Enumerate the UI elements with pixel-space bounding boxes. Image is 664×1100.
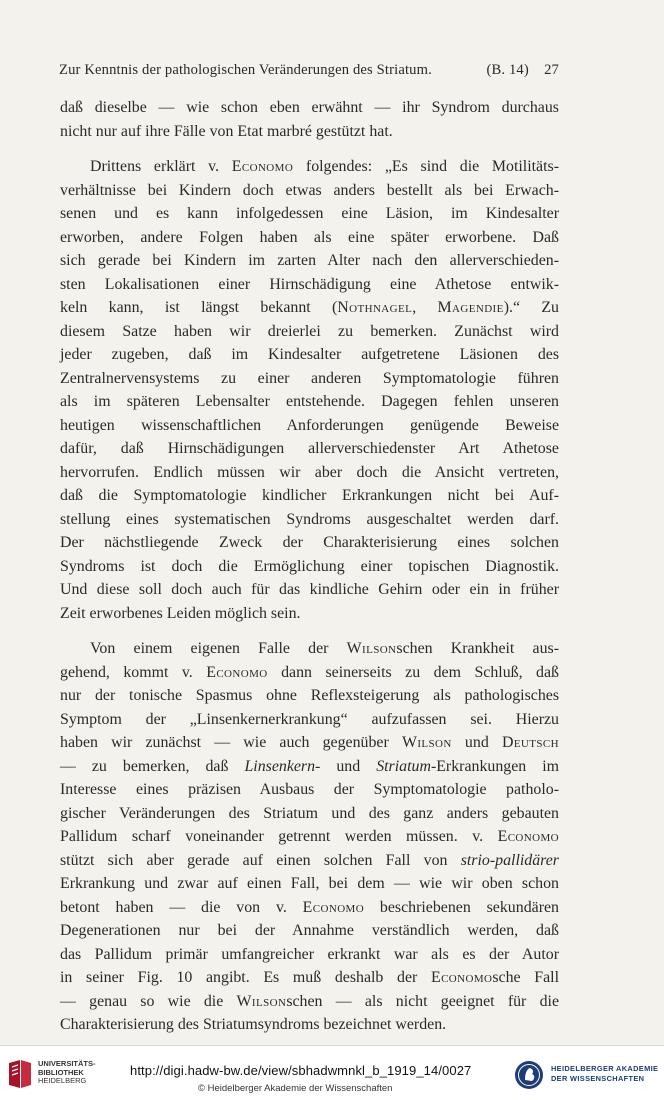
text-line [60, 461, 559, 485]
text-run: stützt sich aber gerade auf einen solchen Fall von [60, 851, 461, 869]
text-run: Von einem eigenen Falle der [90, 640, 347, 657]
text-run: stellung eines systematischen Syndroms ausgeschaltet werden darf. [60, 510, 559, 528]
text-run: und [320, 757, 377, 775]
text-line [60, 896, 559, 920]
text-run: dafür, daß Hirnschädigungen allerverschiedenster Art Athetose [60, 440, 559, 457]
text-run: senen und es kann infolgedessen eine Läsion, im Kindesalter [60, 205, 559, 222]
author-name: Nothnagel [337, 299, 413, 316]
text-line [60, 367, 559, 391]
text-run: gischer Veränderungen des Striatum und des ganz anders gebauten [60, 804, 559, 822]
text-run: Drittens erklärt v. [90, 158, 232, 175]
author-name: Wilson [236, 992, 287, 1010]
text-line [60, 531, 559, 555]
text-line [60, 778, 559, 802]
text-run: nicht nur auf ihre Fälle von Etat marbré gestützt hat. [60, 122, 393, 140]
page-number: 27 [544, 62, 559, 78]
text-run: dann seinerseits zu dem Schluß, daß [267, 663, 559, 681]
header-right [486, 62, 559, 79]
text-run: Erkrankung und zwar auf einen Fall, bei dem — wie wir oben schon [60, 875, 559, 892]
text-run: in seiner Fig. 10 angibt. Es muß deshalb der [60, 969, 431, 986]
author-name: Economo [231, 158, 294, 175]
text-line [60, 437, 559, 461]
text-run: Interesse eines präzisen Ausbaus der Symptomatologie patholo- [60, 781, 559, 798]
text-run: verhältnisse bei Kindern doch etwas anders bestellt als bei Erwach- [60, 181, 559, 199]
text-run: sten Lokalisationen einer Hirnschädigung eine Athetose entwik- [60, 275, 559, 293]
text-run: diesem Satze haben wir dreierlei zu bemerken. Zunächst wird [60, 322, 559, 340]
emphasis: Linsenkern- [244, 757, 321, 775]
author-name: Wilson [401, 734, 452, 751]
text-run: Degenerationen nur bei der Annahme verständlich werden, daß [60, 922, 559, 939]
paragraph-gap [60, 625, 559, 637]
text-line [60, 943, 559, 967]
text-run: beschriebenen sekundären [364, 898, 559, 916]
text-run: nur der tonische Spasmus ohne Reflexsteigerung als pathologisches [60, 687, 559, 704]
text-run: , [412, 299, 438, 316]
permalink-url[interactable]: http://digi.hadw-bw.de/view/sbhadwmnkl_b_1919_14/0027 [130, 1063, 472, 1078]
text-line [60, 343, 559, 367]
text-run: als im späteren Lebensalter entstehende. Dagegen fehlen unseren [60, 393, 559, 410]
viewer-footer [0, 1045, 664, 1100]
text-run: Syndroms ist doch die Ermöglichung einer topischen Diagnostik. [60, 557, 559, 575]
author-name: Economo [430, 969, 493, 986]
library-name: UNIVERSITÄTS- BIBLIOTHEK HEIDELBERG [38, 1059, 96, 1086]
text-line [60, 602, 559, 626]
text-line [60, 296, 559, 320]
copyright-notice: © Heidelberger Akademie der Wissenschaften [198, 1083, 393, 1094]
text-line [60, 508, 559, 532]
text-run: haben wir zunächst — wie auch gegenüber [60, 734, 402, 751]
section-ref: (B. 14) [486, 62, 529, 78]
text-run: jeder zugeben, daß im Kindesalter aufgetretene Läsionen des [60, 346, 559, 363]
text-line [60, 320, 559, 344]
text-run: schen Krankheit aus- [396, 640, 559, 657]
academy-seal-icon [514, 1060, 544, 1090]
running-title: Zur Kenntnis der pathologischen Veränderungen des Striatum. [59, 62, 432, 78]
text-line [60, 414, 559, 438]
text-run: sich gerade bei Kindern im zarten Alter nach den allerverschieden- [60, 252, 559, 269]
text-line [60, 249, 559, 273]
text-run: — zu bemerken, daß [60, 757, 245, 775]
text-line [60, 202, 559, 226]
text-run: heutigen wissenschaftlichen Anforderungen genügende Beweise [60, 416, 559, 434]
paragraph-gap [60, 143, 559, 155]
text-line [60, 120, 559, 144]
text-line [60, 578, 559, 602]
text-line [60, 661, 559, 685]
text-line [60, 802, 559, 826]
text-line [60, 919, 559, 943]
text-run: daß die Symptomatologie kindlicher Erkrankungen nicht bei Auf- [60, 487, 559, 504]
author-name: Deutsch [501, 734, 559, 751]
text-run: ).“ Zu [503, 299, 560, 316]
text-line [60, 1013, 559, 1037]
text-run: Der nächstliegende Zweck der Charakterisierung eines solchen [60, 534, 559, 551]
paragraph [60, 637, 559, 1037]
text-run: Pallidum scharf voneinander getrennt werden müssen. v. [60, 828, 498, 845]
text-line [60, 96, 559, 120]
text-run: Symptom der „Linsenkernerkrankung“ aufzufassen sei. Hierzu [60, 710, 559, 728]
text-line [60, 226, 559, 250]
text-run: keln kann, ist längst bekannt ( [60, 299, 338, 316]
text-line [60, 155, 559, 179]
text-run: das Pallidum primär umfangreicher erkrankt war als es der Autor [60, 945, 559, 963]
text-line [60, 179, 559, 203]
text-run: schen — als nicht geeignet für die [286, 992, 559, 1010]
text-line [60, 731, 559, 755]
text-line [60, 849, 559, 873]
author-name: Magendie [437, 299, 504, 316]
author-name: Economo [302, 898, 365, 916]
text-run: erworben, andere Folgen haben als eine später erworbene. Daß [60, 228, 559, 246]
text-line [60, 637, 559, 661]
text-run: hervorrufen. Endlich müssen wir aber doch die Ansicht vertreten, [60, 463, 559, 481]
text-run: -Erkrankungen im [430, 757, 560, 775]
text-run: Und diese soll doch auch für das kindliche Gehirn oder ein in früher [60, 581, 559, 598]
text-run: Charakterisierung des Striatumsyndroms bezeichnet werden. [60, 1016, 447, 1033]
paragraph [60, 96, 559, 143]
emphasis: Striatum [376, 757, 431, 775]
text-line [60, 825, 559, 849]
academy-name: HEIDELBERGER AKADEMIE DER WISSENSCHAFTEN [551, 1064, 659, 1083]
author-name: Economo [206, 663, 268, 681]
author-name: Economo [497, 828, 559, 845]
text-line [60, 555, 559, 579]
text-run: Zentralnervensystems zu einer anderen Symptomatologie führen [60, 369, 559, 387]
text-run: daß dieselbe — wie schon eben erwähnt — ihr Syndrom durchaus [60, 99, 559, 116]
paragraph [60, 155, 559, 625]
text-line [60, 872, 559, 896]
text-run: und [451, 734, 502, 751]
body-text [60, 96, 559, 1037]
text-line [60, 755, 559, 779]
text-line [60, 390, 559, 414]
text-run: sche Fall [492, 969, 559, 986]
author-name: Wilson [346, 640, 397, 657]
text-line [60, 484, 559, 508]
text-run: — genau so wie die [60, 992, 237, 1010]
emphasis: strio-pallidärer [460, 851, 559, 869]
text-line [60, 708, 559, 732]
library-book-icon [6, 1058, 34, 1090]
text-run: betont haben — die von v. [60, 898, 303, 916]
text-line [60, 684, 559, 708]
text-run: folgendes: „Es sind die Motilitäts- [293, 158, 559, 175]
text-line [60, 990, 559, 1014]
text-run: gehend, kommt v. [60, 663, 207, 681]
text-run: Zeit erworbenes Leiden möglich sein. [60, 604, 301, 622]
text-line [60, 273, 559, 297]
text-line [60, 966, 559, 990]
